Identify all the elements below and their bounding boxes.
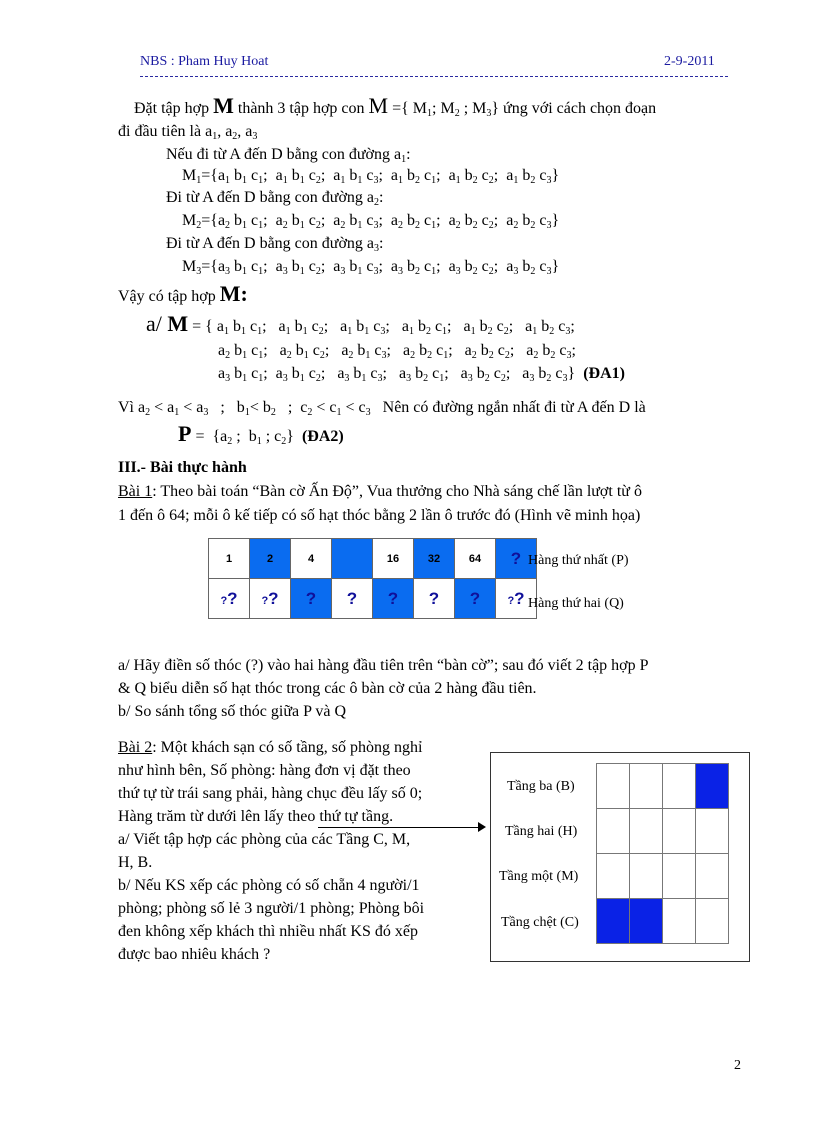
bai1-line-2: 1 đến ô 64; mỗi ô kế tiếp có số hạt thóc bằng 2 lần ô trước đó (Hình vẽ minh họa) xyxy=(118,507,641,524)
board-cell-p-1 xyxy=(209,539,250,579)
bai1-qb: b/ So sánh tổng số thóc giữa P và Q xyxy=(118,703,347,720)
bai2-line-5: H, B. xyxy=(118,854,153,871)
intro-line-2: đi đầu tiên là $a_1$, $a_2$, $a_3$ xyxy=(118,123,258,142)
board-value: 2 xyxy=(266,552,274,565)
question-mark: ? xyxy=(428,588,440,608)
header-date: 2-9-2011 xyxy=(664,54,715,69)
set-M-line-3: $a_3$ $b_1$ $c_1$; $a_3$ $b_1$ $c_2$; $a_3$ $b_1$ $c_3$; $a_3$ $b_2$ $c_1$; $a_3$ $b_2$ $c_2$; $a_3$ $b_2$ $c_3$} (ĐA1) xyxy=(218,365,625,384)
bai2-line-2: thứ tự từ trái sang phải, hàng chục đều lấy số 0; xyxy=(118,785,423,802)
case-3-intro: Đi từ A đến D bằng con đường $a_3$: xyxy=(166,235,384,254)
board-cell-p-7 xyxy=(455,539,496,579)
row-q-label: Hàng thứ hai (Q) xyxy=(528,596,624,611)
floor-label-h: Tầng hai (H) xyxy=(505,824,578,839)
case-3-set: $M_3=\{a_3$ $b_1$ $c_1$; $a_3$ $b_1$ $c_2$; $a_3$ $b_1$ $c_3$; $a_3$ $b_2$ $c_1$; $a_3$ $b_2$ $c_2$; $a_3$ $b_2$ $c_3$} xyxy=(182,258,560,277)
question-mark: ? xyxy=(387,588,399,608)
board-cell-q-5 xyxy=(373,579,414,619)
conclusion-title: Vậy có tập hợp M: xyxy=(118,281,248,306)
board-cell-p-6 xyxy=(414,539,455,579)
bai2-line-7: phòng; phòng số lẻ 3 người/1 phòng; Phòng bôi xyxy=(118,900,425,917)
bai1-qa-1: a/ Hãy điền số thóc (?) vào hai hàng đầu tiên trên “bàn cờ”; sau đó viết 2 tập hợp P xyxy=(118,657,649,674)
small-question-mark: ? xyxy=(220,594,228,607)
set-M-line-2: $a_2$ $b_1$ $c_1$; $a_2$ $b_1$ $c_2$; $a_2$ $b_1$ $c_3$; $a_2$ $b_2$ $c_1$; $a_2$ $b_2$ $c_2$; $a_2$ $b_2$ $c_3$; xyxy=(218,342,576,361)
question-mark: ? xyxy=(268,588,279,608)
case-2-set: $M_2=\{a_2$ $b_1$ $c_1$; $a_2$ $b_1$ $c_2$; $a_2$ $b_1$ $c_3$; $a_2$ $b_2$ $c_1$; $a_2$ $b_2$ $c_2$; $a_2$ $b_2$ $c_3$} xyxy=(182,212,560,231)
board-value: 64 xyxy=(468,552,482,565)
bai2-line-3: Hàng trăm từ dưới lên lấy theo thứ tự tầng. xyxy=(118,808,394,825)
arrow-head-icon xyxy=(478,822,486,832)
board-cell-q-6 xyxy=(414,579,455,619)
question-mark: ? xyxy=(469,588,481,608)
floor-label-b: Tầng ba (B) xyxy=(507,779,575,794)
board-cell-p-5 xyxy=(373,539,414,579)
header-author: NBS : Pham Huy Hoat xyxy=(140,54,269,69)
set-M-line-1: a/ M = { $a_1$ $b_1$ $c_1$; $a_1$ $b_1$ $c_2$; $a_1$ $b_1$ $c_3$; $a_1$ $b_2$ $c_1$; $a_1$ $b_2$ $c_2$; $a_1$ $b_2$ $c_3$; xyxy=(146,311,575,337)
header-divider xyxy=(140,76,728,77)
pointer-arrow xyxy=(318,827,484,828)
floor-label-m: Tầng một (M) xyxy=(499,869,579,884)
question-mark: ? xyxy=(305,588,317,608)
bai2-line-0: Bài 2: Một khách sạn có số tầng, số phòng nghỉ xyxy=(118,739,423,756)
board-cell-q-4 xyxy=(332,579,373,619)
board-cell-q-3 xyxy=(291,579,332,619)
intro-line-1: Đặt tập hợp M thành 3 tập hợp con M ={ $M_1$; $M_2$ ; $M_3$} ứng với cách chọn đoạn xyxy=(134,93,657,119)
board-value: 16 xyxy=(386,552,400,565)
rice-board xyxy=(208,538,537,619)
case-2-intro: Đi từ A đến D bằng con đường $a_2$: xyxy=(166,189,384,208)
board-cell-q-7 xyxy=(455,579,496,619)
row-p-label: Hàng thứ nhất (P) xyxy=(528,553,629,568)
board-cell-p-4 xyxy=(332,539,373,579)
small-question-mark: ? xyxy=(261,594,269,607)
bai1-line-1: Bài 1: Theo bài toán “Bàn cờ Ấn Độ”, Vua thưởng cho Nhà sáng chế lần lượt từ ô xyxy=(118,483,642,500)
bai2-line-6: b/ Nếu KS xếp các phòng có số chẵn 4 người/1 xyxy=(118,877,420,894)
bai2-line-1: như hình bên, Số phòng: hàng đơn vị đặt theo xyxy=(118,762,411,779)
bai1-qa-2: & Q biểu diễn số hạt thóc trong các ô bàn cờ của 2 hàng đầu tiên. xyxy=(118,680,537,697)
board-cell-p-2 xyxy=(250,539,291,579)
board-value: ? xyxy=(510,548,522,568)
board-value: 1 xyxy=(225,552,233,565)
bai2-line-4: a/ Viết tập hợp các phòng của các Tầng C, M, xyxy=(118,831,411,848)
comparison-line: Vì $a_2 < a_1 < a_3$ ; $b_1< b_2$ ; $c_2 < c_1 < c_3$ Nên có đường ngắn nhất đi từ A đến D là xyxy=(118,399,646,418)
question-mark: ? xyxy=(227,588,238,608)
board-value: 4 xyxy=(307,552,315,565)
floor-label-c: Tầng chệt (C) xyxy=(501,915,579,930)
result-P: $P = \{a_2$ ; $b_1$ ; $c_2$} (ĐA2) xyxy=(178,421,344,447)
board-cell-q-1 xyxy=(209,579,250,619)
question-mark: ? xyxy=(514,588,525,608)
hotel-diagram xyxy=(490,752,750,962)
page-number: 2 xyxy=(734,1058,741,1073)
bai2-line-8: đen không xếp khách thì nhiều nhất KS đó xếp xyxy=(118,923,418,940)
bai2-text xyxy=(118,738,424,965)
board-value: 32 xyxy=(427,552,441,565)
hotel-grid xyxy=(596,763,729,944)
section-title: III.- Bài thực hành xyxy=(118,459,247,476)
case-1-intro: Nếu đi từ A đến D bằng con đường $a_1$: xyxy=(166,146,411,165)
board-cell-p-3 xyxy=(291,539,332,579)
case-1-set: $M_1=\{a_1$ $b_1$ $c_1$; $a_1$ $b_1$ $c_2$; $a_1$ $b_1$ $c_3$; $a_1$ $b_2$ $c_1$; $a_1$ $b_2$ $c_2$; $a_1$ $b_2$ $c_3$} xyxy=(182,167,560,186)
bai2-line-9: được bao nhiêu khách ? xyxy=(118,946,271,963)
board-cell-q-2 xyxy=(250,579,291,619)
question-mark: ? xyxy=(346,588,358,608)
small-question-mark: ? xyxy=(507,594,515,607)
